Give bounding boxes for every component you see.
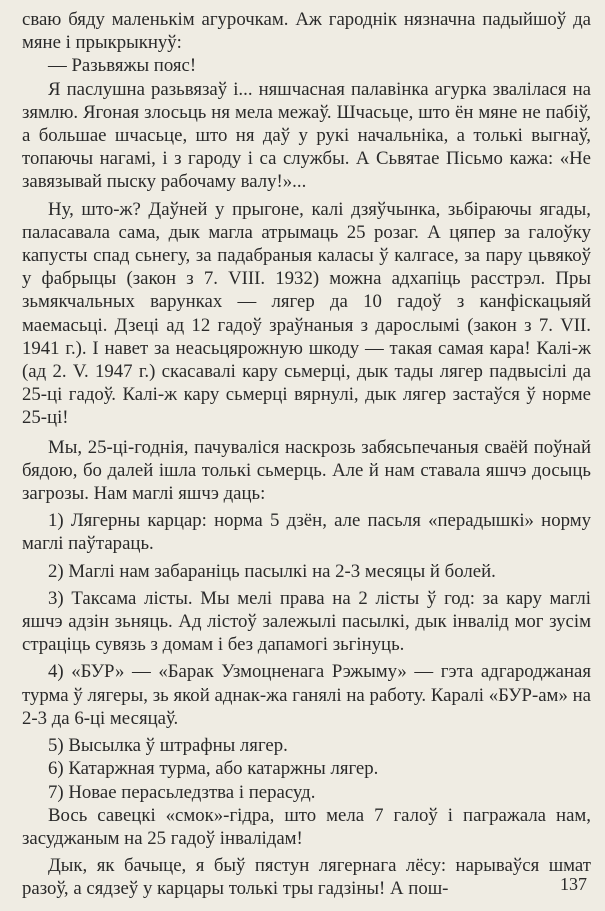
paragraph-5: Мы, 25-ці-годнія, пачуваліся наскрозь забясьпечаныя сваёй поўнай бядою, бо далей ішла толькі сьмерць. Але й нам ставала яшчэ досыць загрозы. Нам маглі яшчэ даць:: [22, 436, 591, 505]
list-item-2: 2) Маглі нам забараніць пасылкі на 2-3 месяцы й болей.: [48, 560, 496, 582]
list-item-1: 1) Лягерны карцар: норма 5 дзён, але пасьля «перадышкі» норму маглі паўтараць.: [22, 510, 591, 555]
list-item-6: 6) Катаржная турма, або катаржны лягер.: [48, 758, 379, 780]
list-item-3: 3) Таксама лісты. Мы мелі права на 2 лісты ў год: за кару маглі яшчэ адзін зьняць. Ад лістоў залежылі пасылкі, дык інвалід мог зусім страціць сувязь з домам і без дапамогі зьгінуць.: [22, 587, 591, 656]
paragraph-1: сваю бяду маленькім агурочкам. Аж гароднік нязначна падыйшоў да мяне і прыкрыкнуў:: [22, 9, 591, 54]
list-item-4: 4) «БУР» — «Барак Узмоцненага Рэжыму» — гэта адгароджаная турма ў лягеры, зь якой аднак-жа ганялі на работу. Каралі «БУР-ам» на 2-3 да 6-ці месяцаў.: [22, 661, 591, 729]
paragraph-3: Я паслушна разьвязаў і... няшчасная палавінка агурка звалілася на зямлю. Ягоная злосьць ня мела межаў. Шчасьце, што ён мяне не пабіў, а большае шчасьце, што ня даў у рукі начальніка, а толькі выгнаў, топаючы нагамі, і з гароду і са службы. А Сьвятае Пісьмо кажа: «Не завязывай пыску рабочаму валу!»...: [22, 78, 591, 193]
paragraph-2: — Разьвяжы пояс!: [48, 55, 197, 77]
list-item-5: 5) Высылка ў штрафны лягер.: [48, 735, 288, 757]
paragraph-6: Вось савецкі «смок»-гідра, што мела 7 галоў і пагражала нам, засуджаным на 25 гадоў інвалідам!: [22, 804, 591, 849]
page-number: 137: [560, 874, 587, 894]
paragraph-4: Ну, што-ж? Даўней у прыгоне, калі дзяўчынка, зьбіраючы ягады, паласавала сама, дык магла атрымаць 25 розаг. А цяпер за галоўку капусты спад сьнегу, за падабраныя каласы ў калгасе, за пару цьвякоў у фабрыцы (закон з 7. VIII. 1932) можна адхапіць расстрэл. Пры зьмякчальных варунках — лягер да 10 гадоў з канфіскацыяй маемасьці. Дзеці ад 12 гадоў зраўнаныя з дарослымі (закон з 7. VII. 1941 г.). І навет за неасьцярожную шкоду — такая самая кара! Калі-ж (ад 2. V. 1947 г.) скасавалі кару сьмерці, дык тады лягер падвысілі да 25-ці гадоў. Калі-ж кару сьмерці вярнулі, дык лягер застаўся ў норме 25-ці!: [22, 198, 591, 429]
paragraph-7: Дык, як бачыце, я быў пястун лягернага лёсу: нарываўся шмат разоў, а сядзеў у карцары толькі тры гадзіны! А пош-: [22, 855, 591, 900]
list-item-7: 7) Новае перасьледзтва і перасуд.: [48, 781, 316, 803]
